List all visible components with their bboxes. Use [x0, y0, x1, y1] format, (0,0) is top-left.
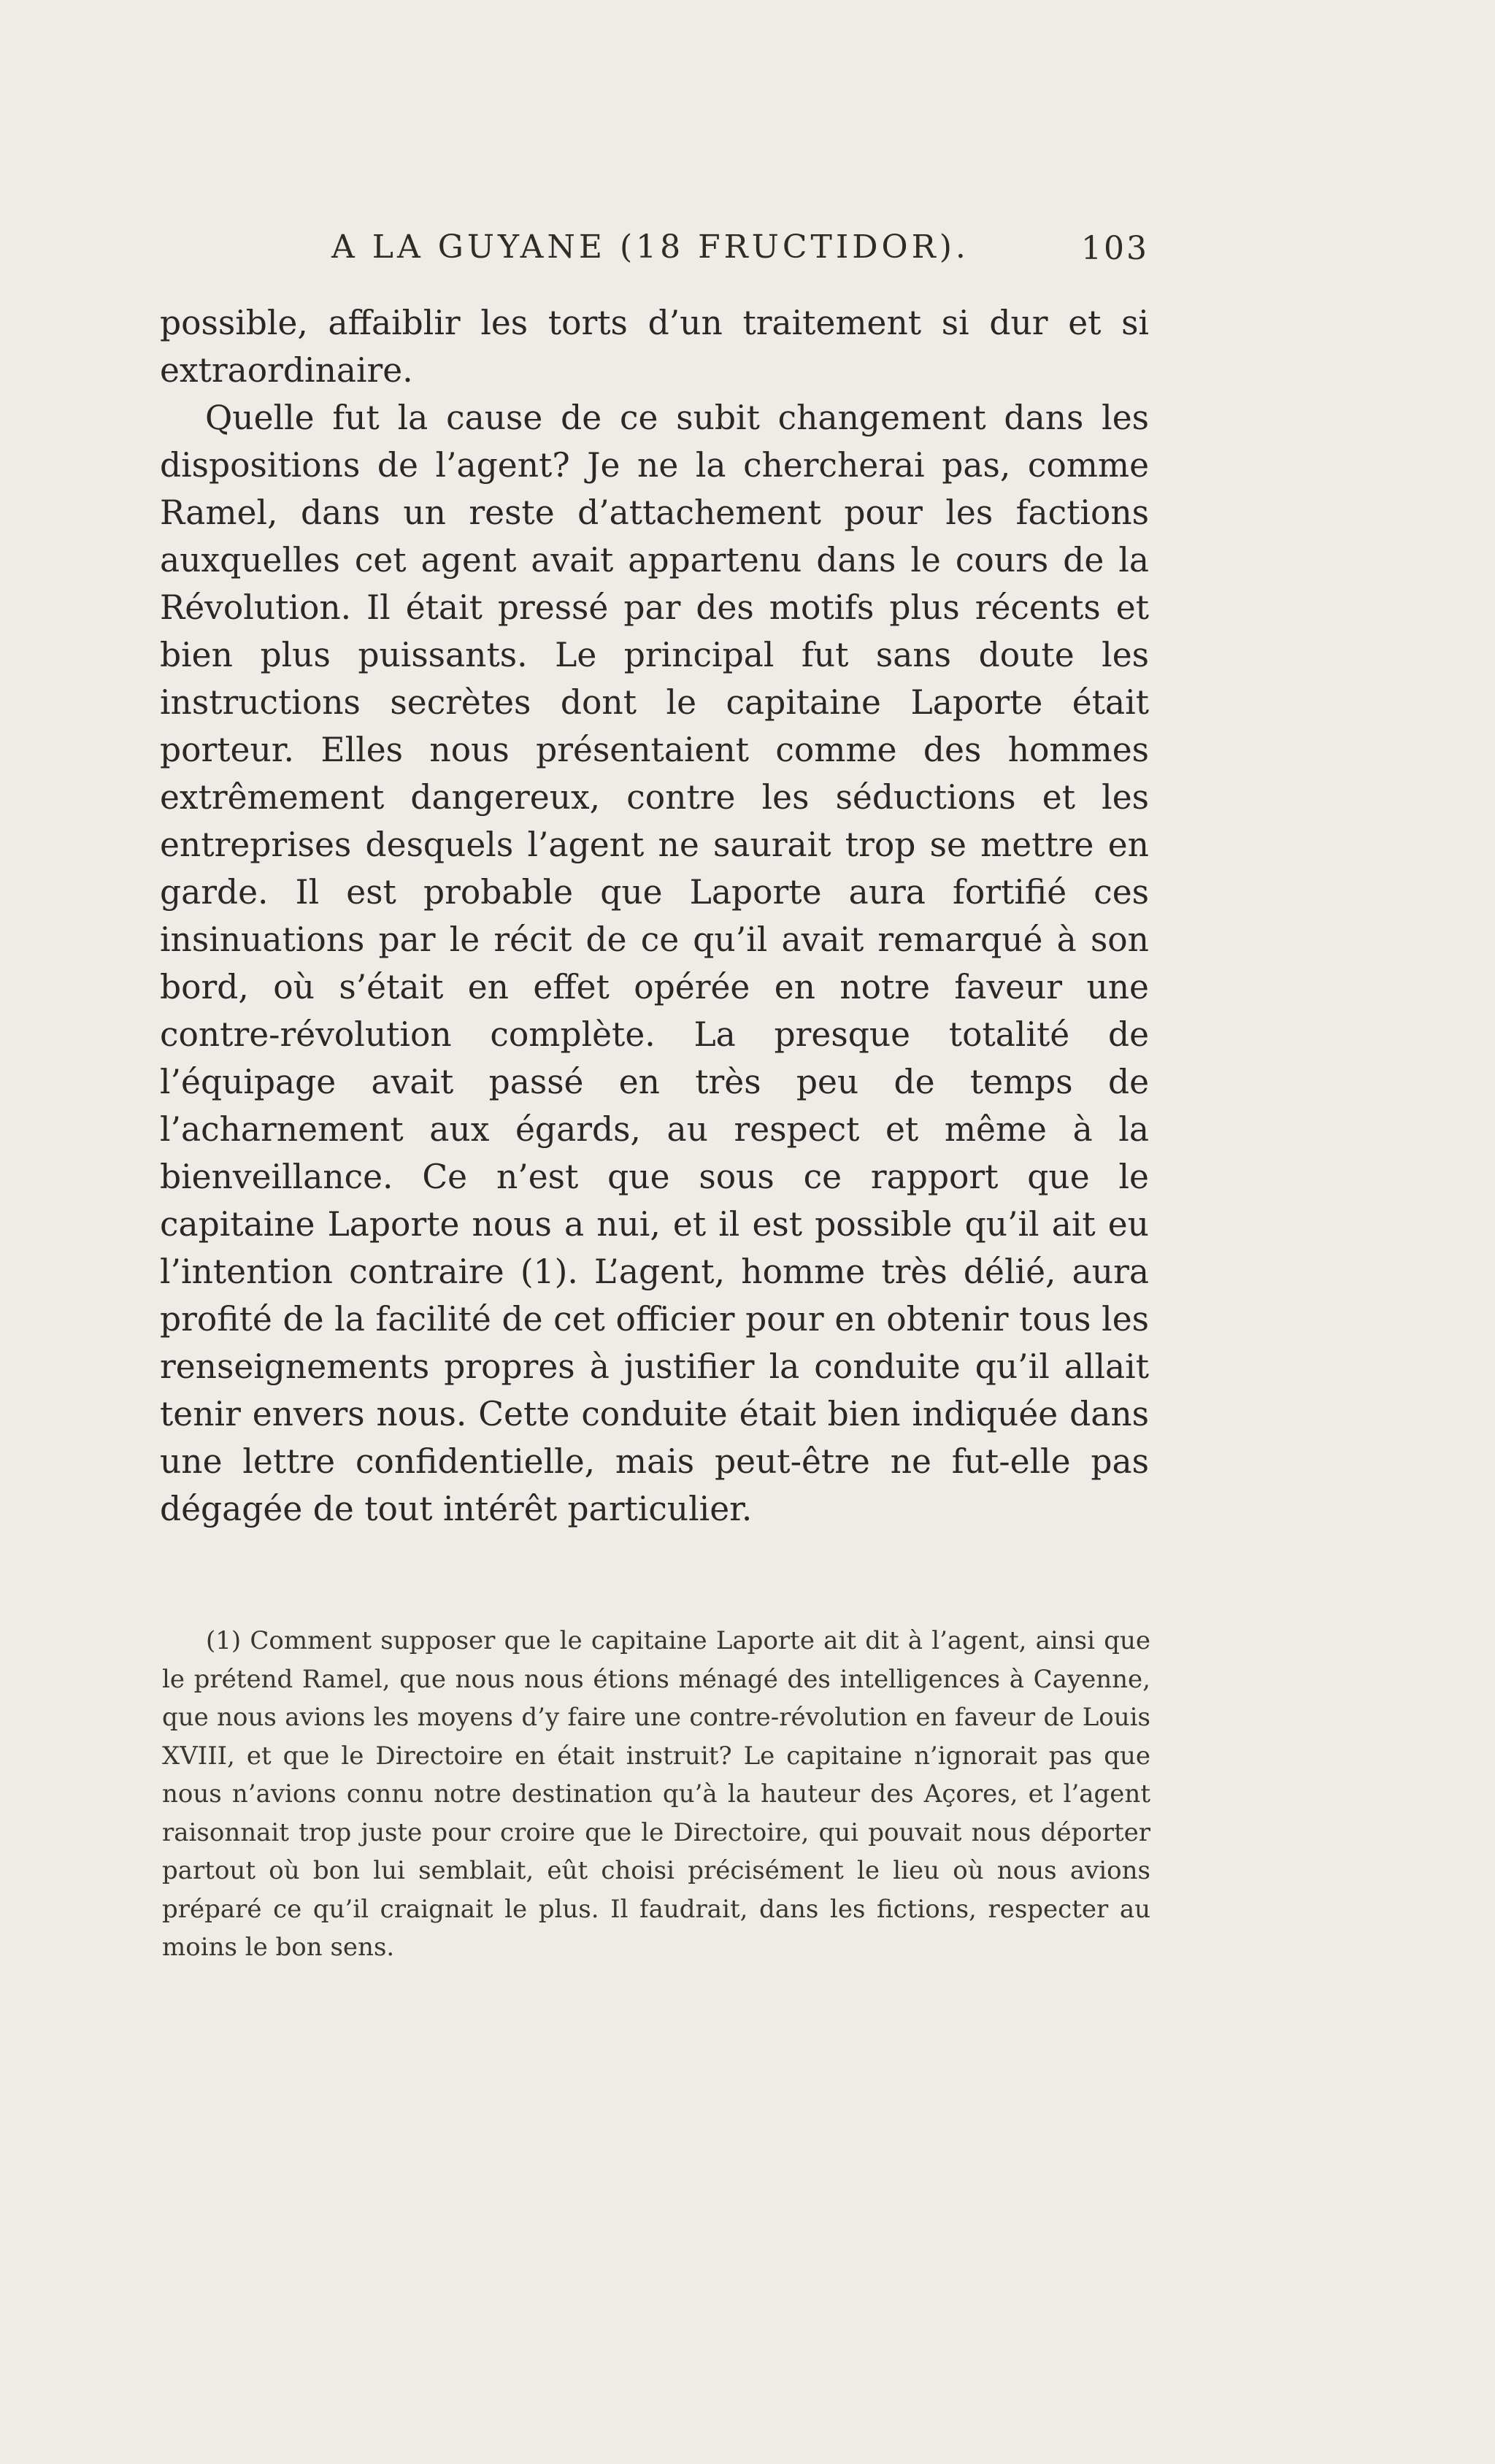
- footnote-text: (1) Comment supposer que le capitaine Laporte ait dit à l’agent, ainsi que le prétend Ramel, que nous nous étions ménagé des intelligences à Cayenne, que nous avions les moyens d’y faire une contre-révolution en faveur de Louis XVIII, et que le Directoire en était instruit? Le capitaine n’ignorait pas que nous n’avions connu notre destination qu’à la hauteur des Açores, et l’agent raisonnait trop juste pour croire que le Directoire, qui pouvait nous déporter partout où bon lui semblait, eût choisi précisément le lieu où nous avions préparé ce qu’il craignait le plus. Il faudrait, dans les fictions, respecter au moins le bon sens.: [162, 1626, 1150, 1962]
- paragraph-continuation: possible, affaiblir les torts d’un traitement si dur et si extraordinaire.: [160, 304, 1149, 390]
- main-text: [160, 299, 1149, 1533]
- paragraph: Quelle fut la cause de ce subit changement dans les dispositions de l’agent? Je ne la chercherai pas, comme Ramel, dans un reste d’attachement pour les factions auxquelles cet agent avait appartenu dans le cours de la Révolution. Il était pressé par des motifs plus récents et bien plus puissants. Le principal fut sans doute les instructions secrètes dont le capitaine Laporte était porteur. Elles nous présentaient comme des hommes extrêmement dangereux, contre les séductions et les entreprises desquels l’agent ne saurait trop se mettre en garde. Il est probable que Laporte aura fortifié ces insinuations par le récit de ce qu’il avait remarqué à son bord, où s’était en effet opérée en notre faveur une contre-révolution complète. La presque totalité de l’équipage avait passé en très peu de temps de l’acharnement aux égards, au respect et même à la bienveillance. Ce n’est que sous ce rapport que le capitaine Laporte nous a nui, et il est possible qu’il ait eu l’intention contraire (1). L’agent, homme très délié, aura profité de la facilité de cet officier pour en obtenir tous les renseignements propres à justifier la conduite qu’il allait tenir envers nous. Cette conduite était bien indiquée dans une lettre confidentielle, mais peut-être ne fut-elle pas dégagée de tout intérêt particulier.: [160, 399, 1149, 1528]
- running-title: A LA GUYANE (18 FRUCTIDOR).: [331, 228, 969, 266]
- footnote: [162, 1622, 1150, 1967]
- running-head: [160, 228, 1149, 280]
- page-number: 103: [1081, 230, 1149, 267]
